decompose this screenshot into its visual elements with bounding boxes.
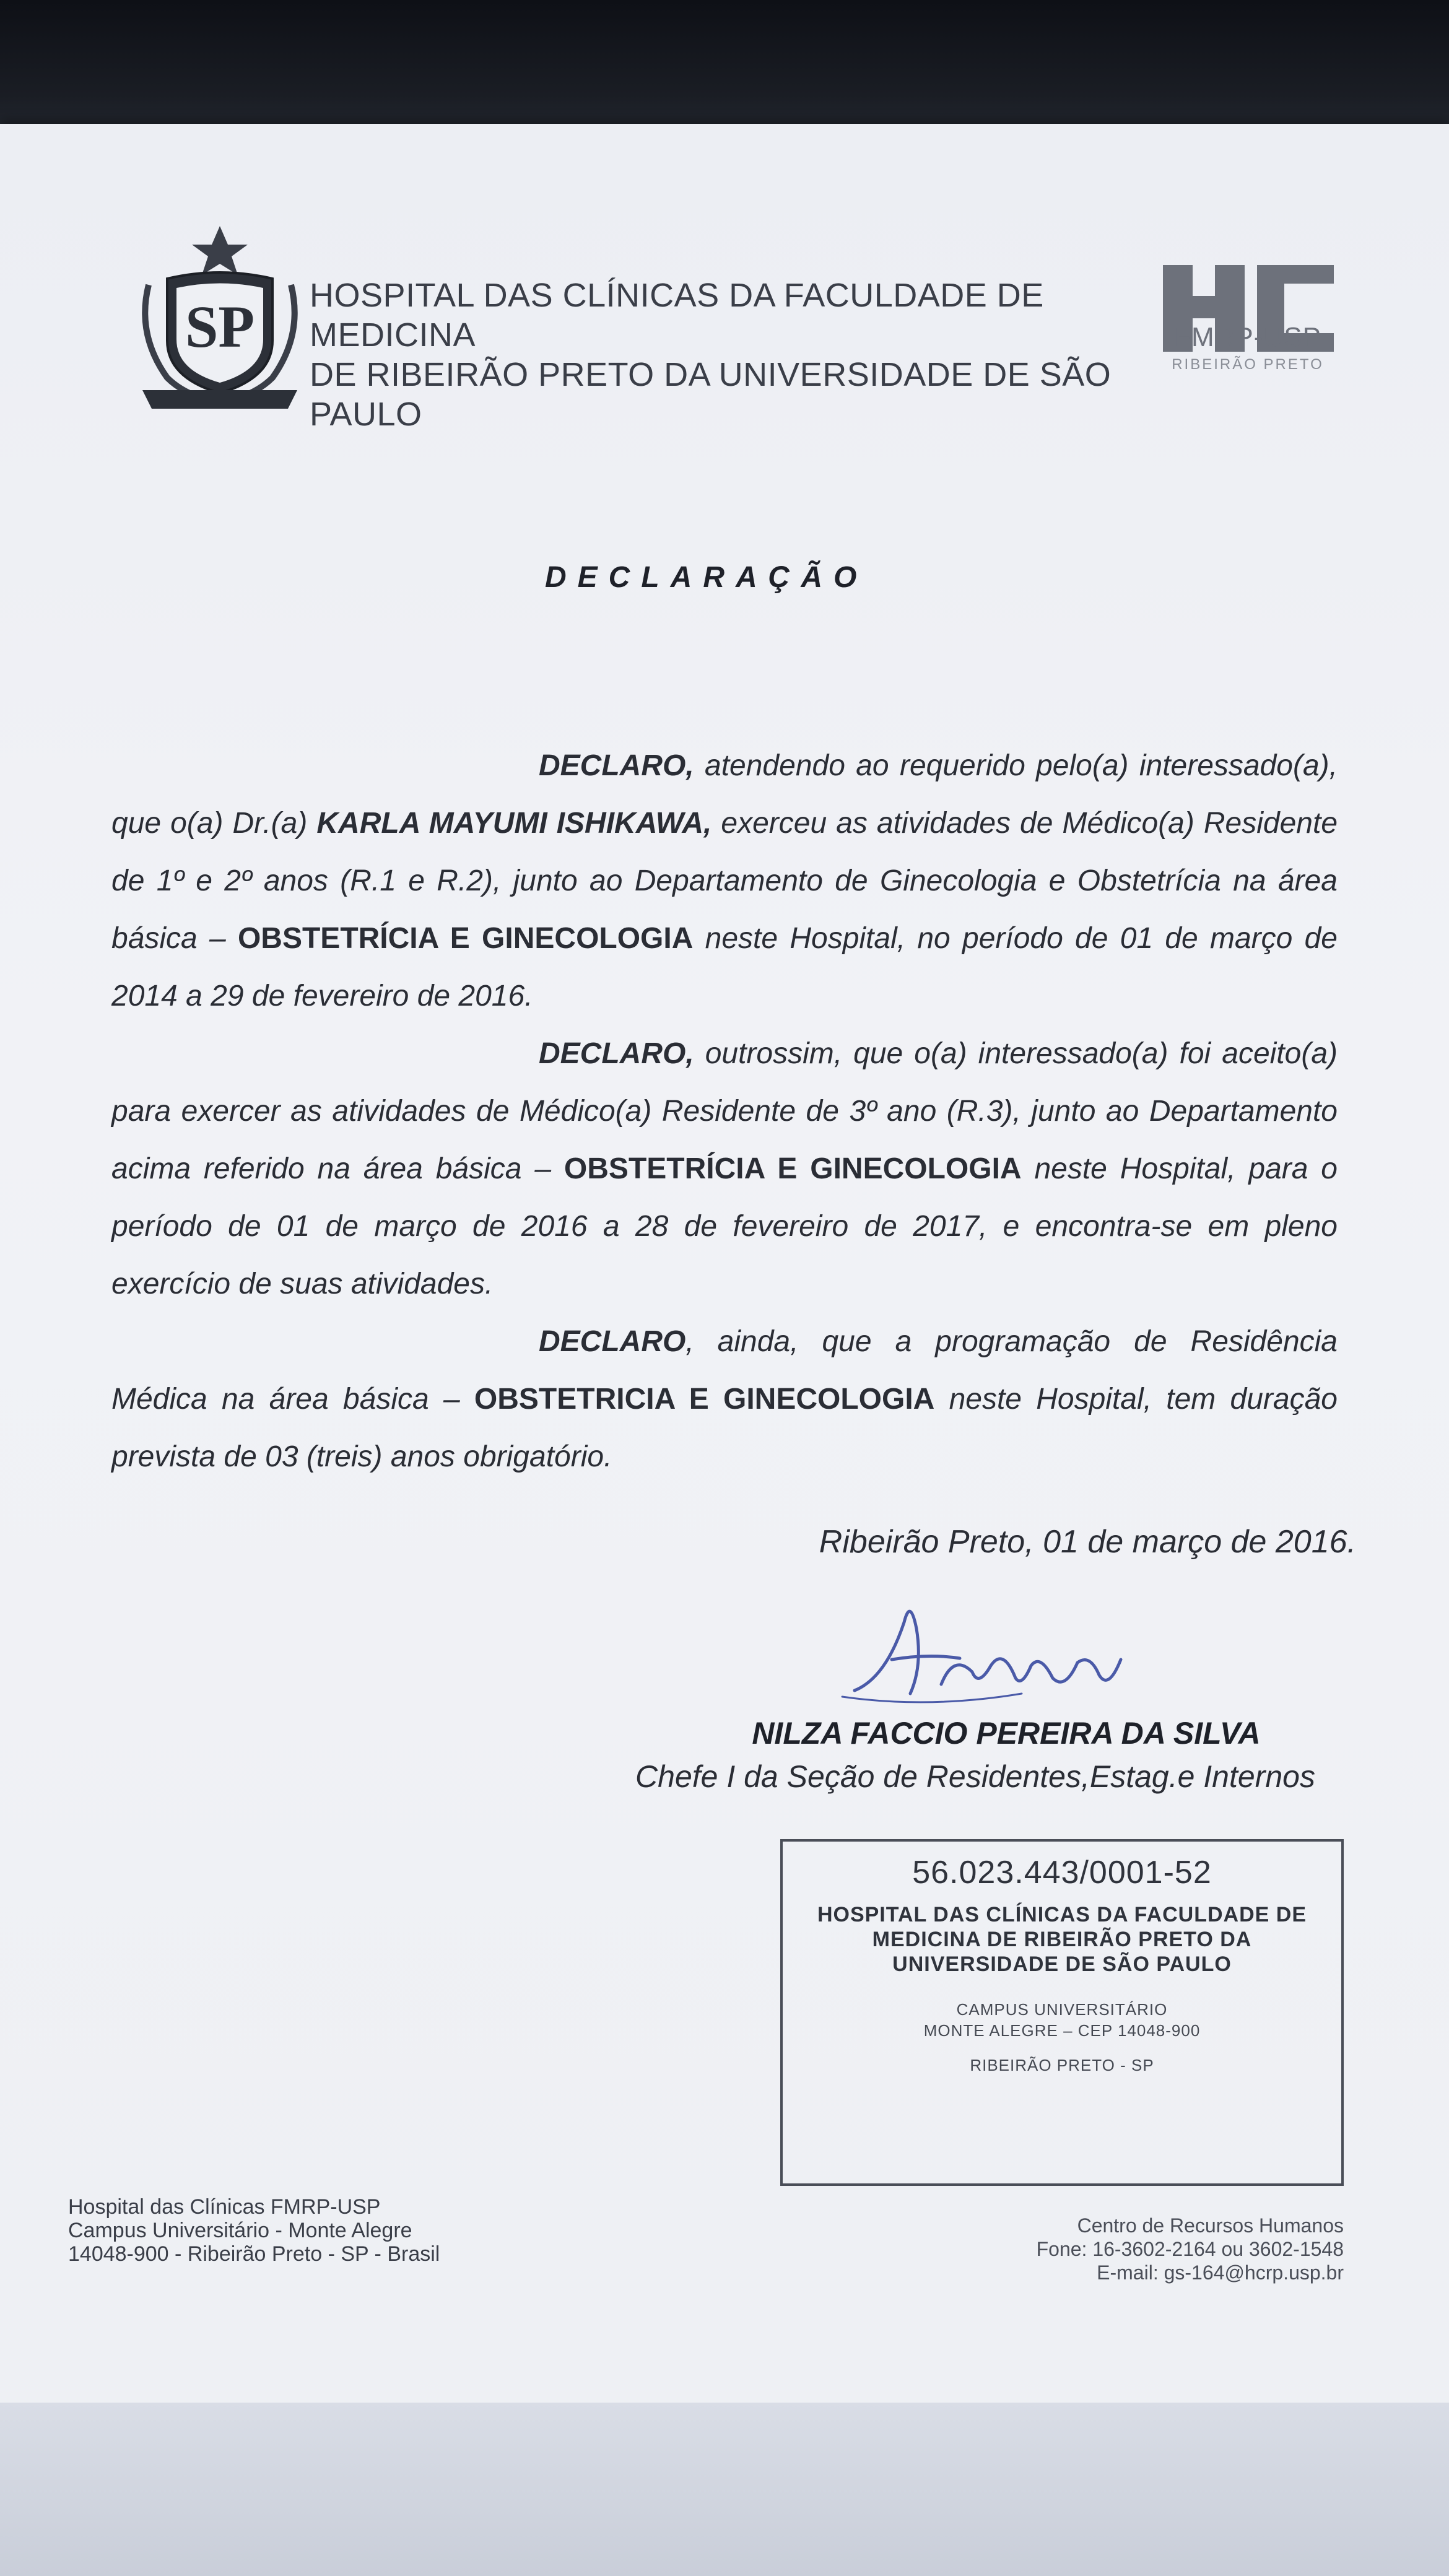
hc-logo-city: RIBEIRÃO PRETO [1172,356,1324,373]
person-name: KARLA MAYUMI ISHIKAWA, [316,807,712,840]
footer-right-line-3: E-mail: gs-164@hcrp.usp.br [1097,2261,1344,2284]
signatory-name: NILZA FACCIO PEREIRA DA SILVA [752,1716,1261,1751]
dark-background [0,0,1449,136]
sp-coat-of-arms-icon [130,223,310,415]
declaro-1: DECLARO, [539,749,694,782]
footer-right-line-1: Centro de Recursos Humanos [1077,2214,1344,2237]
date-line: Ribeirão Preto, 01 de março de 2016. [819,1524,1356,1560]
p2-text-a: outrossim, que o(a) interessado(a) foi aceito(a) para exercer as atividades de Médico(a) Residente de 3º ano (R.3), junto ao Departamento acima referido na área básica – [111,1037,1338,1185]
paragraph-2 [111,1025,1338,1313]
institution-header [310,276,1152,434]
paragraph-1 [111,737,1338,1025]
document-title: DECLARAÇÃO [545,561,868,594]
p2-text-b: neste Hospital, para o período de 01 de março de 2016 a 28 de fevereiro de 2017, e encontra-se em pleno exercício de suas atividades. [111,1152,1338,1300]
cnpj-stamp [780,1839,1344,2186]
p3-text-a: , ainda, que a programação de Residência Médica na área básica – [111,1325,1338,1416]
paragraph-3 [111,1313,1338,1486]
footer-left-line-1: Hospital das Clínicas FMRP-USP [68,2195,381,2219]
p1-text-a: atendendo ao requerido pelo(a) interessado(a), que o(a) Dr.(a) [111,749,1338,840]
stamp-address-line-2: MONTE ALEGRE – CEP 14048-900 [923,2021,1201,2040]
p1-text-c: neste Hospital, no período de 01 de março de 2014 a 29 de fevereiro de 2016. [111,922,1338,1012]
stamp-address-line-1: CAMPUS UNIVERSITÁRIO [956,2000,1168,2019]
p3-text-b: neste Hospital, tem duração prevista de 03 (treis) anos obrigatório. [111,1383,1338,1473]
stamp-address [783,1999,1341,2041]
stamp-city: RIBEIRÃO PRETO - SP [970,2056,1154,2074]
hc-logo-letters: HC [1247,319,1248,320]
footer-right-line-2: Fone: 16-3602-2164 ou 3602-1548 [1036,2238,1344,2260]
seal-letters: SP [185,294,255,360]
institution-line-1: HOSPITAL DAS CLÍNICAS DA FACULDADE DE MEDICINA [310,277,1044,354]
declaro-3: DECLARO [539,1325,686,1358]
declaro-2: DECLARO, [539,1037,694,1070]
footer-contact [867,2214,1344,2284]
declaration-body [111,737,1338,1486]
footer-left-line-2: Campus Universitário - Monte Alegre [68,2219,412,2242]
page-bottom-edge [0,2403,1449,2576]
stamp-cnpj: 56.023.443/0001-52 [912,1855,1212,1891]
area-2: OBSTETRÍCIA E GINECOLOGIA [564,1152,1022,1185]
p1-text-b: exerceu as atividades de Médico(a) Residente de 1º e 2º anos (R.1 e R.2), junto ao Departamento de Ginecologia e Obstetrícia na área básica – [111,807,1338,955]
stamp-organization: HOSPITAL DAS CLÍNICAS DA FACULDADE DE MEDICINA DE RIBEIRÃO PRETO DA UNIVERSIDADE DE SÃO PAULO [817,1903,1307,1976]
handwritten-signature [817,1585,1139,1715]
institution-line-2: DE RIBEIRÃO PRETO DA UNIVERSIDADE DE SÃO PAULO [310,356,1112,433]
area-1: OBSTETRÍCIA E GINECOLOGIA [237,922,694,955]
area-3: OBSTETRICIA E GINECOLOGIA [474,1383,935,1416]
footer-left-line-3: 14048-900 - Ribeirão Preto - SP - Brasil [68,2242,440,2266]
footer-address [68,2195,564,2266]
hc-logo-subtitle: FMRP-USP [1174,322,1321,352]
signatory-role: Chefe I da Seção de Residentes,Estag.e Internos [635,1759,1315,1794]
